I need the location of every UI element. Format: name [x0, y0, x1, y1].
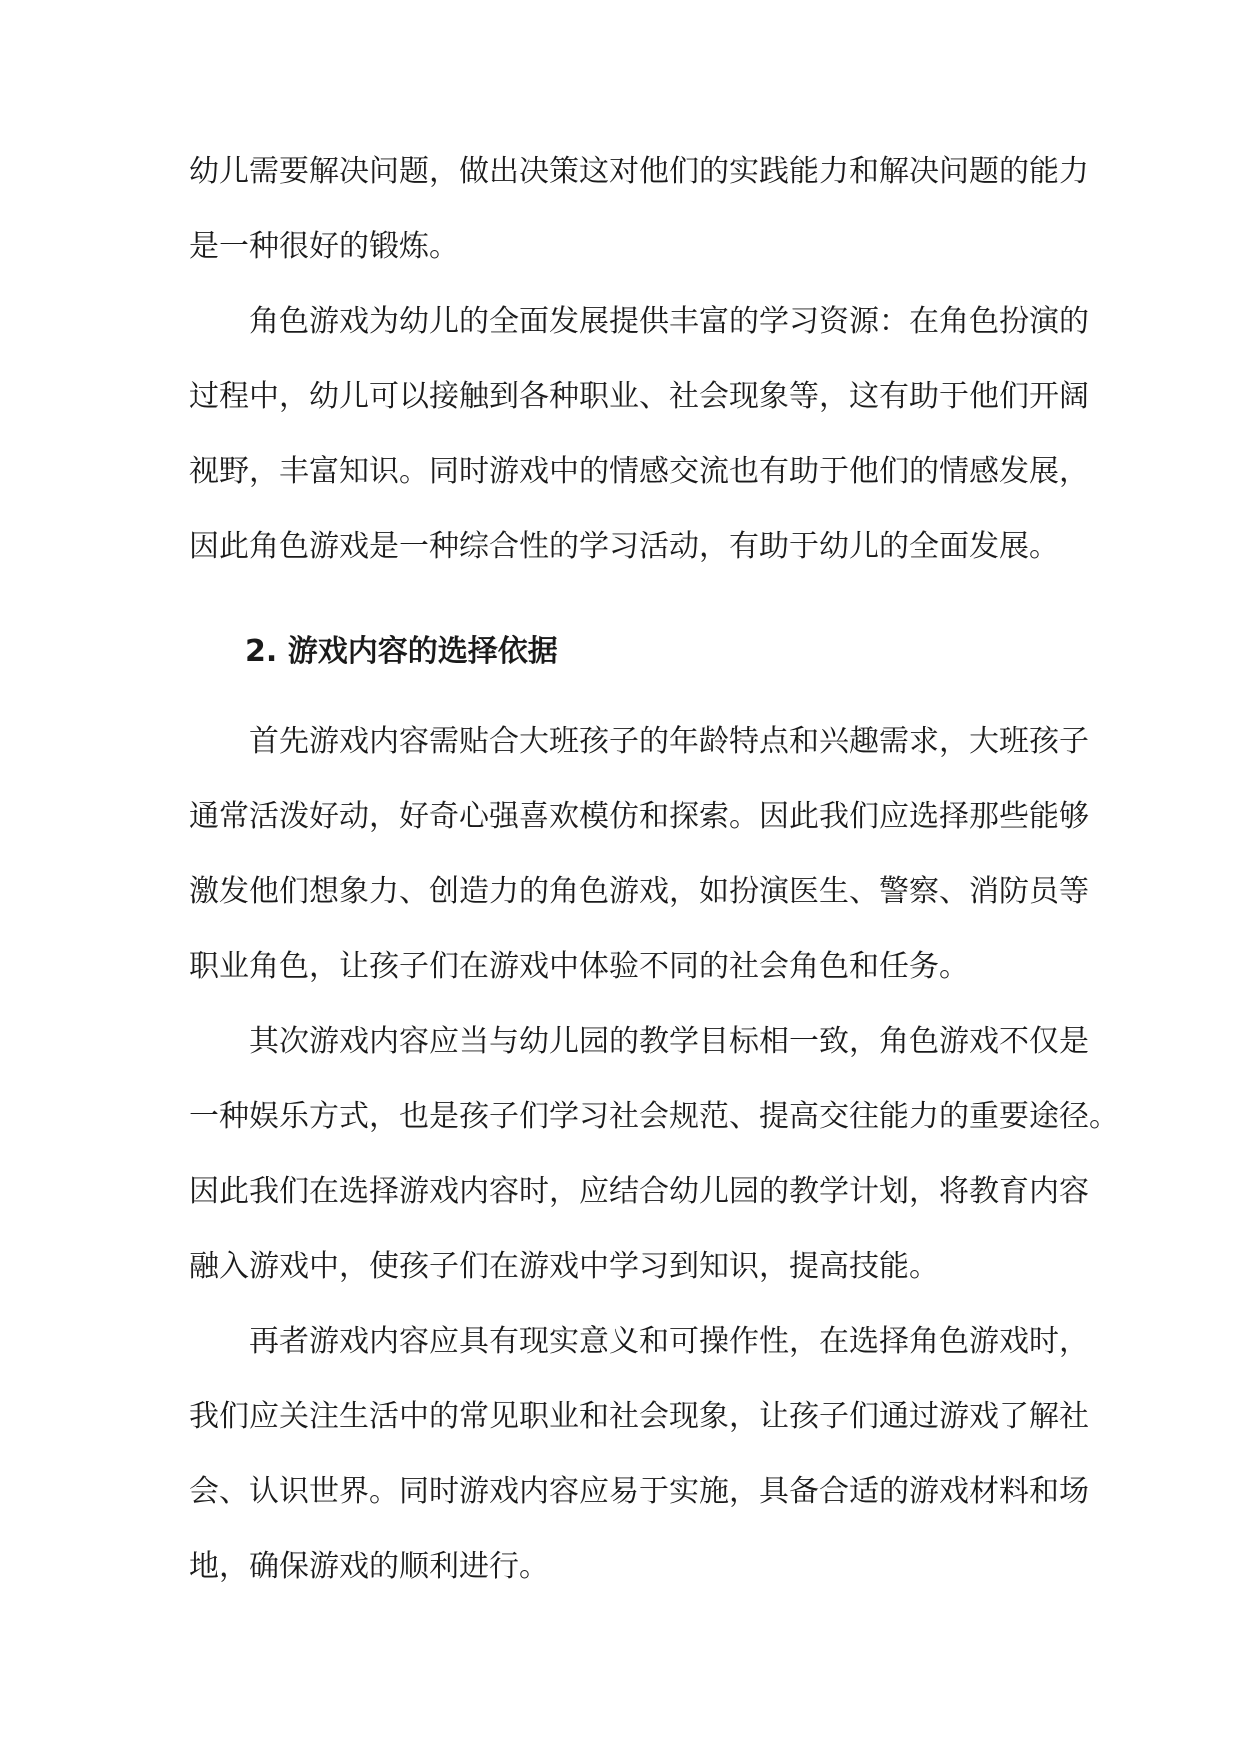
- body-line: 职业角色，让孩子们在游戏中体验不同的社会角色和任务。: [189, 949, 969, 984]
- body-line: 是一种很好的锻炼。: [189, 229, 459, 264]
- body-line: 会、认识世界。同时游戏内容应易于实施，具备合适的游戏材料和场: [189, 1474, 1089, 1509]
- section-heading: 2. 游戏内容的选择依据: [245, 634, 558, 669]
- body-line: 地，确保游戏的顺利进行。: [189, 1549, 549, 1584]
- body-line: 我们应关注生活中的常见职业和社会现象，让孩子们通过游戏了解社: [189, 1399, 1089, 1434]
- body-line: 通常活泼好动，好奇心强喜欢模仿和探索。因此我们应选择那些能够: [189, 799, 1089, 834]
- body-line: 一种娱乐方式，也是孩子们学习社会规范、提高交往能力的重要途径。: [189, 1099, 1119, 1134]
- body-line: 融入游戏中，使孩子们在游戏中学习到知识，提高技能。: [189, 1249, 939, 1284]
- body-line: 因此角色游戏是一种综合性的学习活动，有助于幼儿的全面发展。: [189, 529, 1059, 564]
- body-line: 过程中，幼儿可以接触到各种职业、社会现象等，这有助于他们开阔: [189, 379, 1089, 414]
- body-line: 再者游戏内容应具有现实意义和可操作性，在选择角色游戏时，: [249, 1324, 1089, 1359]
- body-line: 因此我们在选择游戏内容时，应结合幼儿园的教学计划，将教育内容: [189, 1174, 1089, 1209]
- body-line: 幼儿需要解决问题，做出决策这对他们的实践能力和解决问题的能力: [189, 154, 1089, 189]
- body-line: 其次游戏内容应当与幼儿园的教学目标相一致，角色游戏不仅是: [249, 1024, 1089, 1059]
- body-line: 激发他们想象力、创造力的角色游戏，如扮演医生、警察、消防员等: [189, 874, 1089, 909]
- body-line: 角色游戏为幼儿的全面发展提供丰富的学习资源：在角色扮演的: [249, 304, 1089, 339]
- body-line: 首先游戏内容需贴合大班孩子的年龄特点和兴趣需求，大班孩子: [249, 724, 1089, 759]
- body-line: 视野，丰富知识。同时游戏中的情感交流也有助于他们的情感发展，: [189, 454, 1089, 489]
